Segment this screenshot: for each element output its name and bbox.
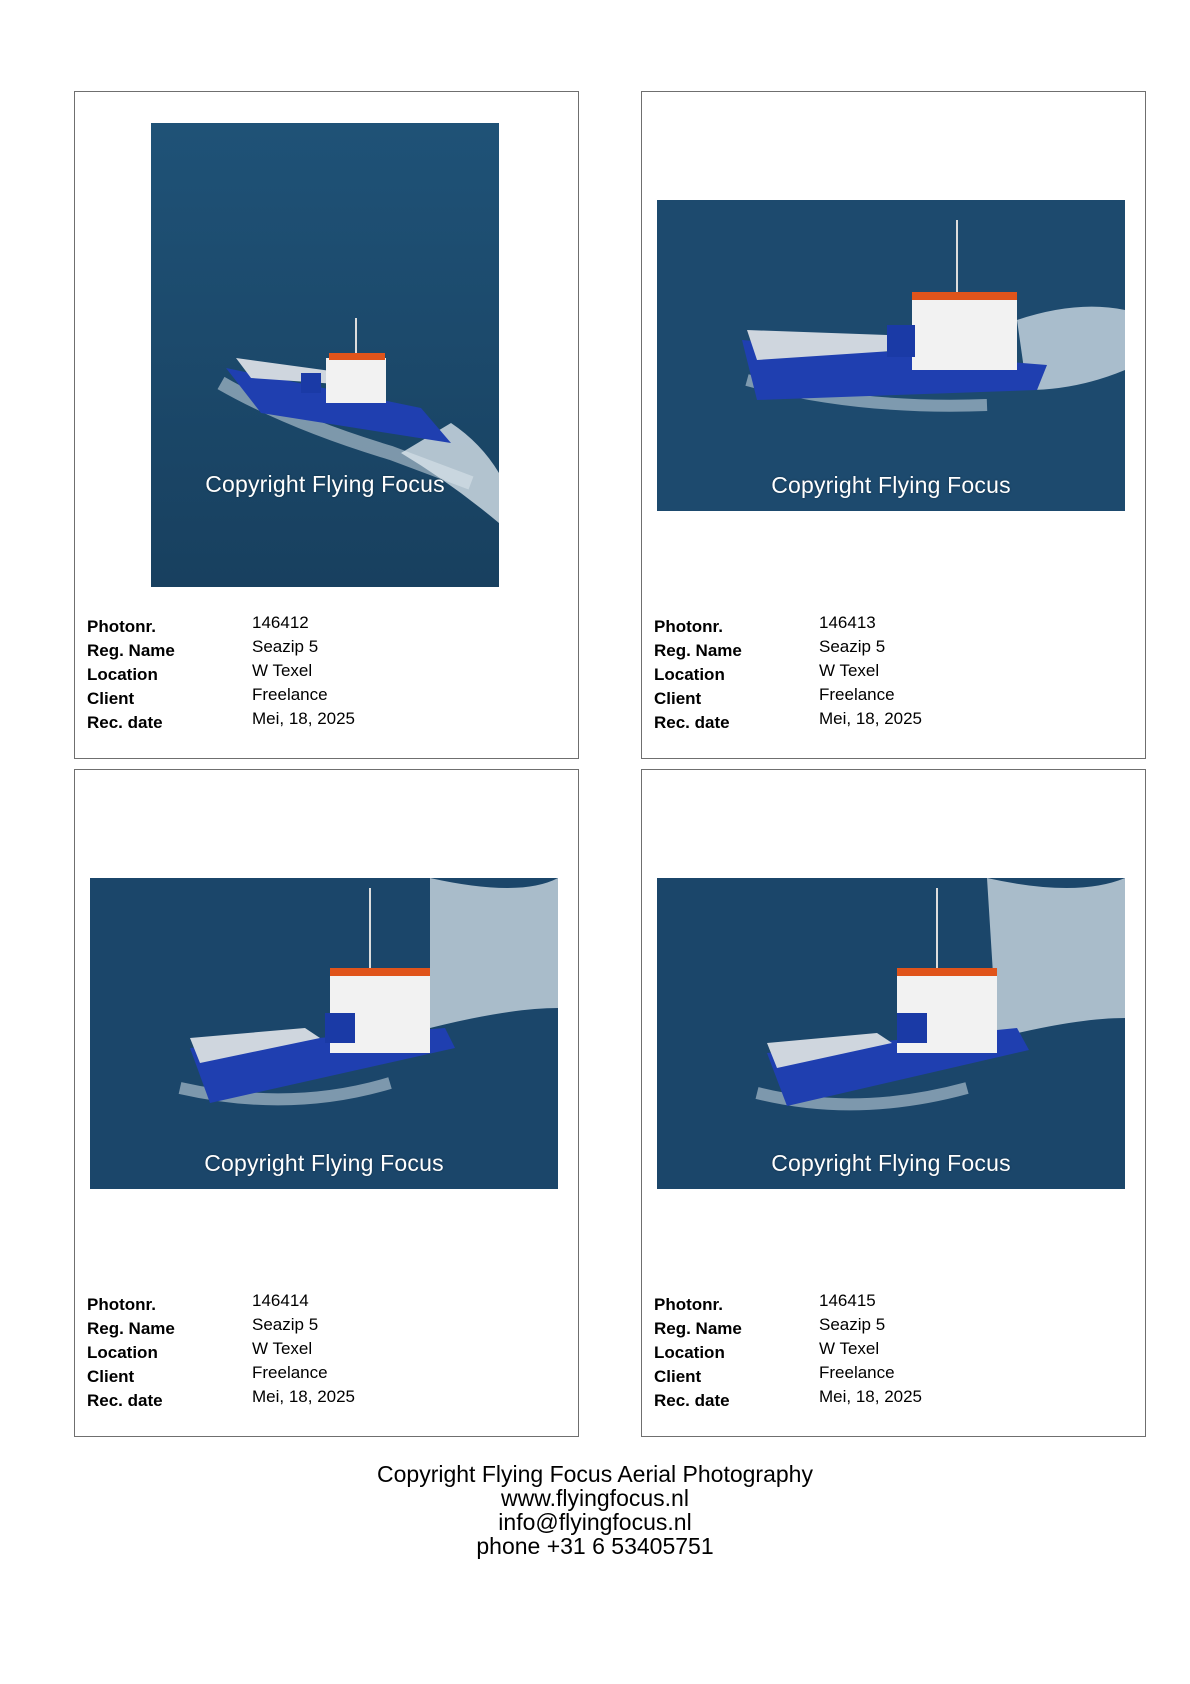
location-label: Location	[654, 1343, 725, 1362]
location-label: Location	[87, 1343, 158, 1362]
reg-name-label: Reg. Name	[654, 1319, 742, 1338]
vessel-photo-image	[151, 123, 499, 587]
photo-metadata	[654, 613, 922, 733]
reg-name-label: Reg. Name	[87, 1319, 175, 1338]
photonr-value: 146415	[819, 1291, 876, 1310]
vessel-photo	[657, 200, 1125, 511]
photonr-value: 146412	[252, 613, 309, 632]
footer-email: info@flyingfocus.nl	[498, 1509, 692, 1535]
rec-date-label: Rec. date	[87, 713, 163, 732]
photo-watermark: Copyright Flying Focus	[204, 1150, 444, 1176]
footer-copyright: Copyright Flying Focus Aerial Photography	[377, 1461, 813, 1487]
photo-metadata	[87, 1291, 355, 1411]
vessel-photo-image	[657, 200, 1125, 511]
photo-watermark: Copyright Flying Focus	[205, 471, 445, 497]
photonr-label: Photonr.	[654, 617, 723, 636]
photonr-label: Photonr.	[654, 1295, 723, 1314]
rec-date-label: Rec. date	[654, 713, 730, 732]
photonr-value: 146413	[819, 613, 876, 632]
reg-name-value: Seazip 5	[819, 1315, 886, 1334]
client-label: Client	[654, 689, 702, 708]
location-label: Location	[87, 665, 158, 684]
vessel-photo	[657, 878, 1125, 1189]
photo-card	[74, 91, 579, 759]
vessel-photo-image	[90, 878, 558, 1189]
rec-date-label: Rec. date	[87, 1391, 163, 1410]
reg-name-value: Seazip 5	[819, 637, 886, 656]
page-footer	[0, 1462, 1190, 1558]
rec-date-value: Mei, 18, 2025	[819, 709, 923, 728]
client-value: Freelance	[252, 685, 328, 704]
client-label: Client	[87, 1367, 135, 1386]
reg-name-value: Seazip 5	[252, 637, 319, 656]
footer-website: www.flyingfocus.nl	[501, 1485, 689, 1511]
photonr-label: Photonr.	[87, 1295, 156, 1314]
rec-date-value: Mei, 18, 2025	[252, 709, 356, 728]
rec-date-value: Mei, 18, 2025	[252, 1387, 356, 1406]
location-value: W Texel	[252, 661, 313, 680]
client-value: Freelance	[819, 685, 895, 704]
client-value: Freelance	[252, 1363, 328, 1382]
vessel-photo	[90, 878, 558, 1189]
location-value: W Texel	[819, 1339, 880, 1358]
footer-phone: phone +31 6 53405751	[476, 1533, 714, 1559]
photonr-label: Photonr.	[87, 617, 156, 636]
vessel-photo-image	[657, 878, 1125, 1189]
vessel-photo	[151, 123, 499, 587]
photo-metadata	[654, 1291, 922, 1411]
client-label: Client	[654, 1367, 702, 1386]
photo-metadata	[87, 613, 355, 733]
location-label: Location	[654, 665, 725, 684]
photo-watermark: Copyright Flying Focus	[771, 472, 1011, 498]
photo-card	[641, 769, 1146, 1437]
reg-name-label: Reg. Name	[87, 641, 175, 660]
location-value: W Texel	[252, 1339, 313, 1358]
photonr-value: 146414	[252, 1291, 309, 1310]
reg-name-value: Seazip 5	[252, 1315, 319, 1334]
location-value: W Texel	[819, 661, 880, 680]
rec-date-value: Mei, 18, 2025	[819, 1387, 923, 1406]
rec-date-label: Rec. date	[654, 1391, 730, 1410]
photo-watermark: Copyright Flying Focus	[771, 1150, 1011, 1176]
client-label: Client	[87, 689, 135, 708]
photo-card	[74, 769, 579, 1437]
photo-card	[641, 91, 1146, 759]
client-value: Freelance	[819, 1363, 895, 1382]
reg-name-label: Reg. Name	[654, 641, 742, 660]
